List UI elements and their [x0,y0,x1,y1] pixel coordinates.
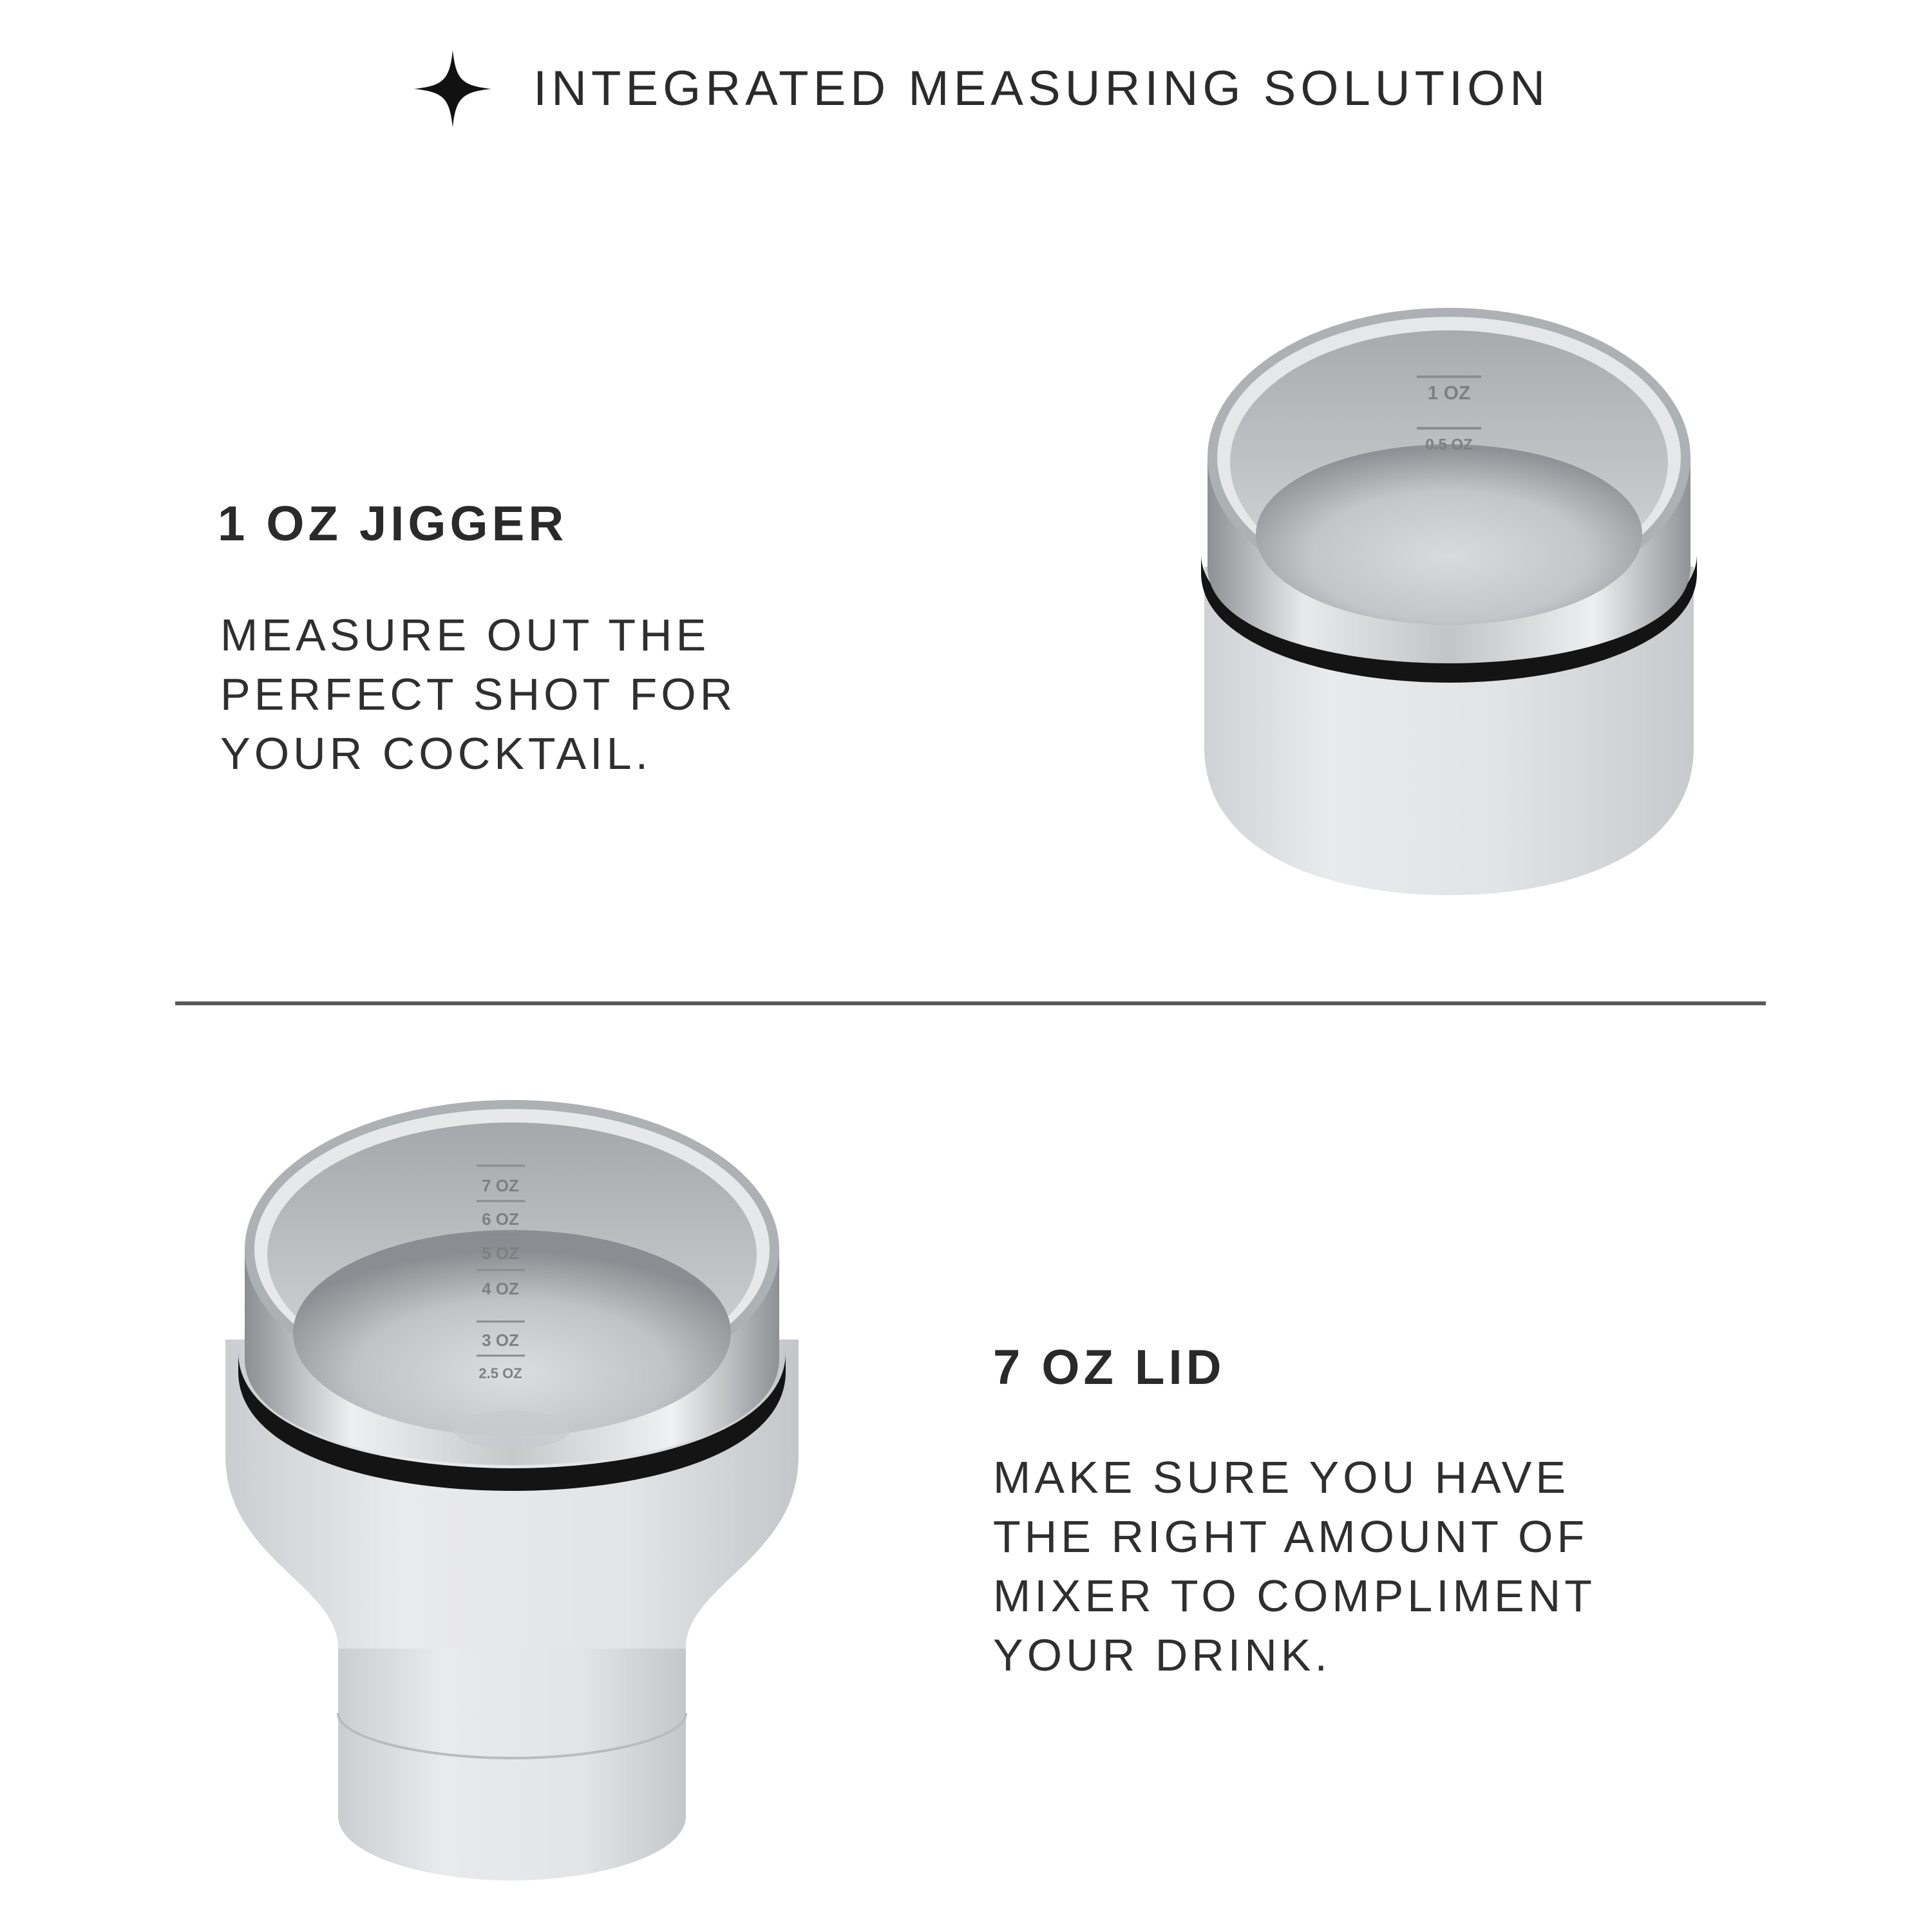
sparkle-icon [414,50,491,128]
lid-title: 7 OZ LID [993,1340,1226,1395]
jigger-description-line: PERFECT SHOT FOR [220,669,737,719]
jigger-image [1172,296,1726,914]
lid-description [993,1448,1596,1685]
section-divider [175,1001,1766,1005]
lid-graduation-label: 7 OZ [482,1176,519,1195]
jigger-title: 1 OZ JIGGER [218,497,568,551]
jigger-description-line: MEASURE OUT THE [220,610,710,660]
header-title: INTEGRATED MEASURING SOLUTION [533,61,1550,116]
jigger-graduation-label: 0.5 OZ [1425,436,1473,453]
lid-description-line: YOUR DRINK. [993,1630,1331,1680]
lid-graduation-label: 2.5 OZ [478,1365,522,1381]
lid-description-line: MAKE SURE YOU HAVE [993,1452,1570,1502]
lid-description-line: THE RIGHT AMOUNT OF [993,1511,1589,1562]
header [0,45,1932,129]
lid-description-line: MIXER TO COMPLIMENT [993,1571,1596,1621]
lid-image [213,1095,811,1887]
lid-graduation-label: 4 OZ [482,1279,519,1298]
jigger-graduation-label: 1 OZ [1427,383,1471,404]
jigger-description [220,605,736,783]
lid-graduation-label: 3 OZ [482,1331,519,1350]
lid-graduation-label: 6 OZ [482,1209,519,1229]
lid-graduation-label: 5 OZ [482,1244,519,1263]
jigger-description-line: YOUR COCKTAIL. [220,728,652,779]
